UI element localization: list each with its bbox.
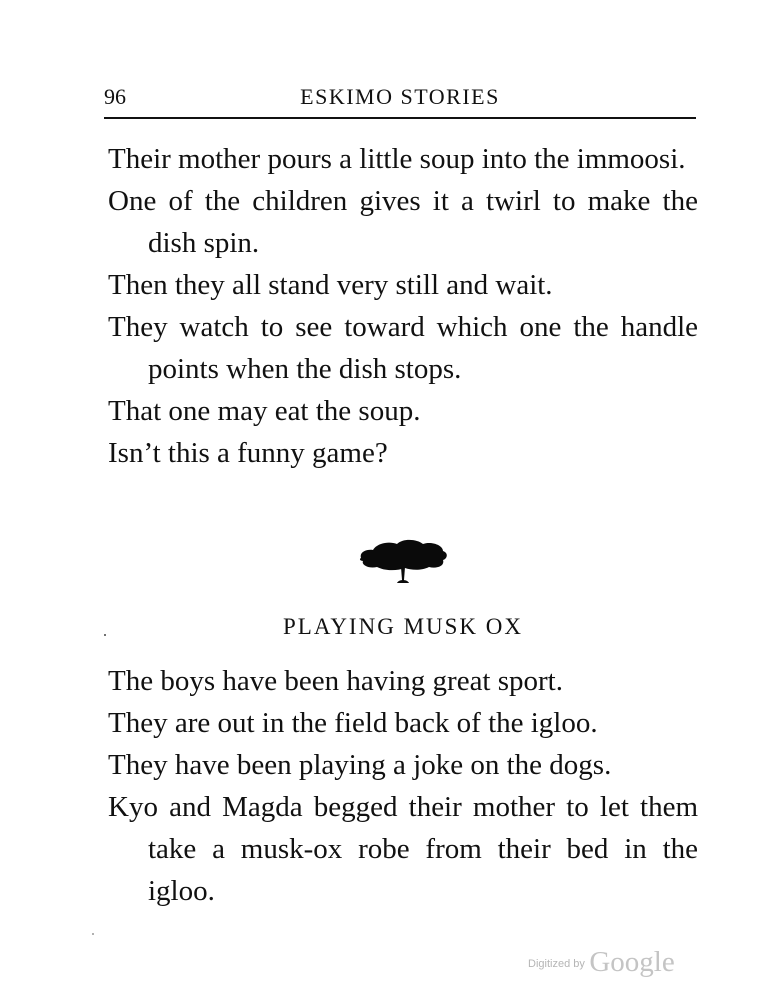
watermark-prefix: Digitized by <box>528 958 585 970</box>
running-head <box>104 84 696 114</box>
paragraph: The boys have been having great sport. <box>108 665 563 697</box>
paragraph: One of the children gives it a twirl to make the dish spin. <box>108 185 698 259</box>
print-speck <box>104 634 106 636</box>
story-text-top <box>108 138 698 474</box>
watermark-brand: Google <box>589 946 675 978</box>
header-rule <box>104 117 696 119</box>
page-number: 96 <box>104 84 126 109</box>
paragraph: Isn’t this a funny game? <box>108 437 388 469</box>
story-text-bottom <box>108 660 698 912</box>
paragraph: That one may eat the soup. <box>108 395 421 427</box>
paragraph: They are out in the field back of the igloo. <box>108 707 598 739</box>
paragraph: Then they all stand very still and wait. <box>108 269 553 301</box>
tree-ornament-icon <box>357 536 449 588</box>
print-speck <box>92 933 94 935</box>
paragraph: They watch to see toward which one the handle points when the dish stops. <box>108 311 698 385</box>
digitization-watermark <box>528 946 675 979</box>
section-heading: PLAYING MUSK OX <box>282 614 523 639</box>
paragraph: Kyo and Magda begged their mother to let them take a musk-ox robe from their bed in the igloo. <box>108 791 698 907</box>
paragraph: They have been playing a joke on the dogs. <box>108 749 612 781</box>
paragraph: Their mother pours a little soup into the immoosi. <box>108 143 686 175</box>
running-title: ESKIMO STORIES <box>300 84 500 109</box>
